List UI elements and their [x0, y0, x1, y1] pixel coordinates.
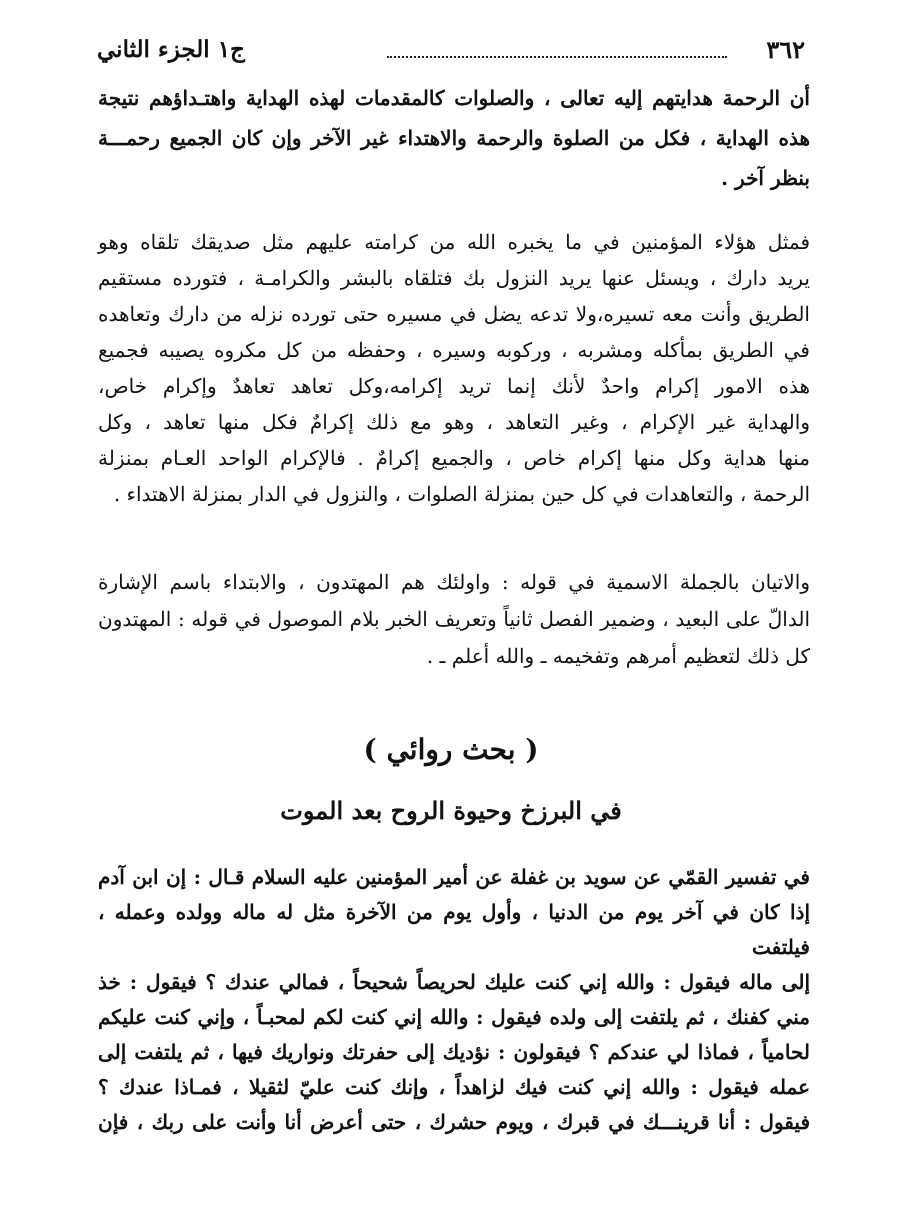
text-line: لحامياً ، فماذا لي عندكم ؟ فيقولون : نؤديك إلى حفرتك ونواريك فيها ، ثم يلتفت إلى	[98, 1040, 810, 1064]
header-dotted-leader	[387, 56, 727, 58]
text-line: أن الرحمة هدايتهم إليه تعالى ، والصلوات كالمقدمات لهذه الهداية واهتـداؤهم نتيجة	[98, 86, 810, 110]
text-line: بنظر آخر .	[721, 166, 810, 190]
text-line: في الطريق بمأكله ومشربه ، وركوبه وسيره ، وحفظه من كل مكروه يصيبه فجميع	[98, 338, 810, 362]
section-title: ( بحث روائي )	[363, 733, 539, 766]
text-line: عمله فيقول : والله إني كنت فيك لزاهداً ، وإنك كنت عليّ لثقيلا ، فمـاذا عندك ؟	[98, 1075, 810, 1099]
text-line: مني كفنك ، ثم يلتفت إلى ولده فيقول : والله إني كنت لكم لمحبـاً ، وإني كنت عليكم	[98, 1005, 810, 1029]
text-line: منها هداية وكل منها إكرام خاص ، والجميع إكرامٌ . فالإكرام الواحد العـام بمنزلة	[98, 446, 810, 470]
text-line: إلى ماله فيقول : والله إني كنت عليك لحريصاً شحيحاً ، فمالي عندك ؟ فيقول : خذ	[98, 970, 810, 994]
page-header	[97, 30, 805, 70]
page-number: ٣٦٢	[766, 35, 805, 64]
text-line: الرحمة ، والتعاهدات في كل حين بمنزلة الصلوات ، والنزول في الدار بمنزلة الاهتداء .	[113, 482, 810, 506]
section-subtitle: في البرزخ وحيوة الروح بعد الموت	[280, 796, 622, 825]
paragraph-3	[98, 564, 810, 675]
running-title: ج١ الجزء الثاني	[97, 36, 245, 63]
text-line: فمثل هؤلاء المؤمنين في ما يخبره الله من كرامته عليهم مثل صديقك تلقاه وهو	[98, 230, 810, 254]
text-line: هذه الهداية ، فكل من الصلوة والرحمة والاهتداء غير الآخر وإن كان الجميع رحمـــة	[98, 126, 810, 150]
text-line: يريد دارك ، ويسئل عنها يريد النزول بك فتلقاه بالبشر والكرامـة ، فتورده مستقيم	[98, 266, 810, 290]
text-line: والاتيان بالجملة الاسمية في قوله : واولئك هم المهتدون ، والابتداء باسم الإشارة	[98, 570, 810, 594]
text-line: إذا كان في آخر يوم من الدنيا ، وأول يوم من الآخرة مثل له ماله وولده وعمله ، فيلتفت	[98, 900, 810, 959]
paragraph-1	[98, 78, 810, 198]
text-line: فيقول : أنا قرينـــك في قبرك ، ويوم حشرك ، حتى أعرض أنا وأنت على ربك ، فإن	[98, 1110, 810, 1134]
paragraph-4	[98, 860, 810, 1140]
paragraph-2	[98, 224, 810, 512]
text-line: الطريق وأنت معه تسيره،ولا تدعه يضل في مسيره حتى تورده نزله من دارك وتعاهده	[98, 302, 810, 326]
text-line: كل ذلك لتعظيم أمرهم وتفخيمه ـ والله أعلم ـ .	[426, 644, 810, 668]
text-line: في تفسير القمّي عن سويد بن غفلة عن أمير المؤمنين عليه السلام قـال : إن ابن آدم	[98, 865, 810, 889]
text-line: الدالّ على البعيد ، وضمير الفصل ثانياً وتعريف الخبر بلام الموصول في قوله : المهتدون	[98, 607, 810, 631]
text-line: والهداية غير الإكرام ، وغير التعاهد ، وهو مع ذلك إكرامٌ فكل منها تعاهد ، وكل	[98, 410, 810, 434]
text-line: هذه الامور إكرام واحدٌ لأنك إنما تريد إكرامه،وكل تعاهد تعاهدٌ وإكرام خاص،	[98, 374, 810, 398]
